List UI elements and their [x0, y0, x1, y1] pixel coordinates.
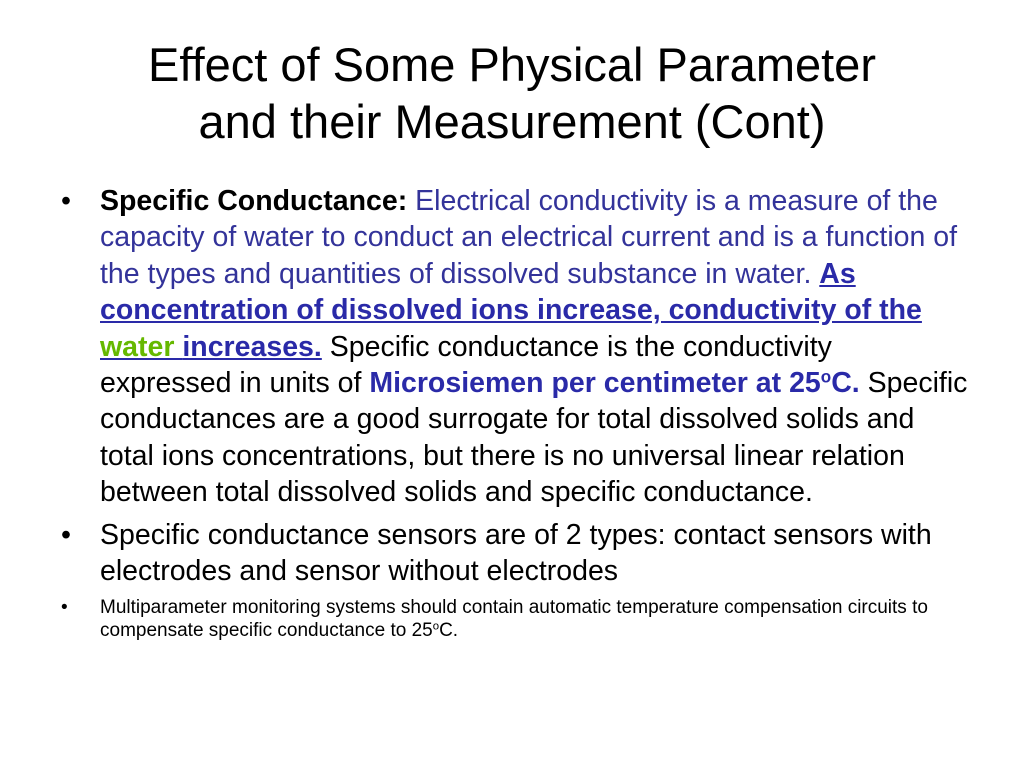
- emphasis-part-1: As concentration of dissolved ions increase, conductivity of the: [100, 257, 922, 327]
- emphasis-water: water: [100, 330, 175, 363]
- definition-text: Electrical conductivity is a measure of the capacity of water to conduct an electrical current and is a function of the types and quantities of dissolved substance in water.: [100, 185, 958, 290]
- emphasis-part-2: increases.: [182, 330, 322, 363]
- conductivity-text-2: Specific conductances are a good surrogate for total dissolved solids and total ions concentrations, but there is no universal linear relation between total dissolved solids and specific conductance.: [100, 367, 968, 509]
- conductivity-text-1: Specific conductance is the conductivity expressed in units of: [100, 330, 832, 400]
- unit-suffix: C.: [831, 367, 860, 400]
- slide-title-line-1: Effect of Some Physical Parameter: [148, 38, 876, 91]
- bullet-lead-heading: Specific Conductance:: [100, 185, 408, 217]
- bullet-sensor-types: [55, 517, 970, 590]
- slide-title: [30, 36, 994, 150]
- sensor-types-text: Specific conductance sensors are of 2 types: contact sensors with electrodes and sensor without electrodes: [100, 518, 932, 588]
- bullet-specific-conductance: [55, 183, 970, 511]
- multiparameter-text-prefix: Multiparameter monitoring systems should contain automatic temperature compensation circuits to compensate specific conductance to 25: [100, 597, 928, 642]
- bullet-dot: •: [61, 518, 71, 551]
- slide-title-line-2: and their Measurement (Cont): [198, 95, 826, 148]
- bullet-list: [55, 183, 970, 642]
- unit-text: [369, 367, 859, 399]
- unit-degree-sup: o: [820, 367, 832, 387]
- bullet-dot: •: [61, 185, 71, 217]
- bullet-dot: •: [61, 597, 68, 619]
- unit-prefix: Microsiemen per centimeter at 25: [369, 367, 821, 400]
- bullet-multiparameter: [55, 596, 970, 642]
- multiparameter-text-suffix: C.: [439, 620, 459, 642]
- multiparameter-degree-sup: o: [432, 621, 440, 634]
